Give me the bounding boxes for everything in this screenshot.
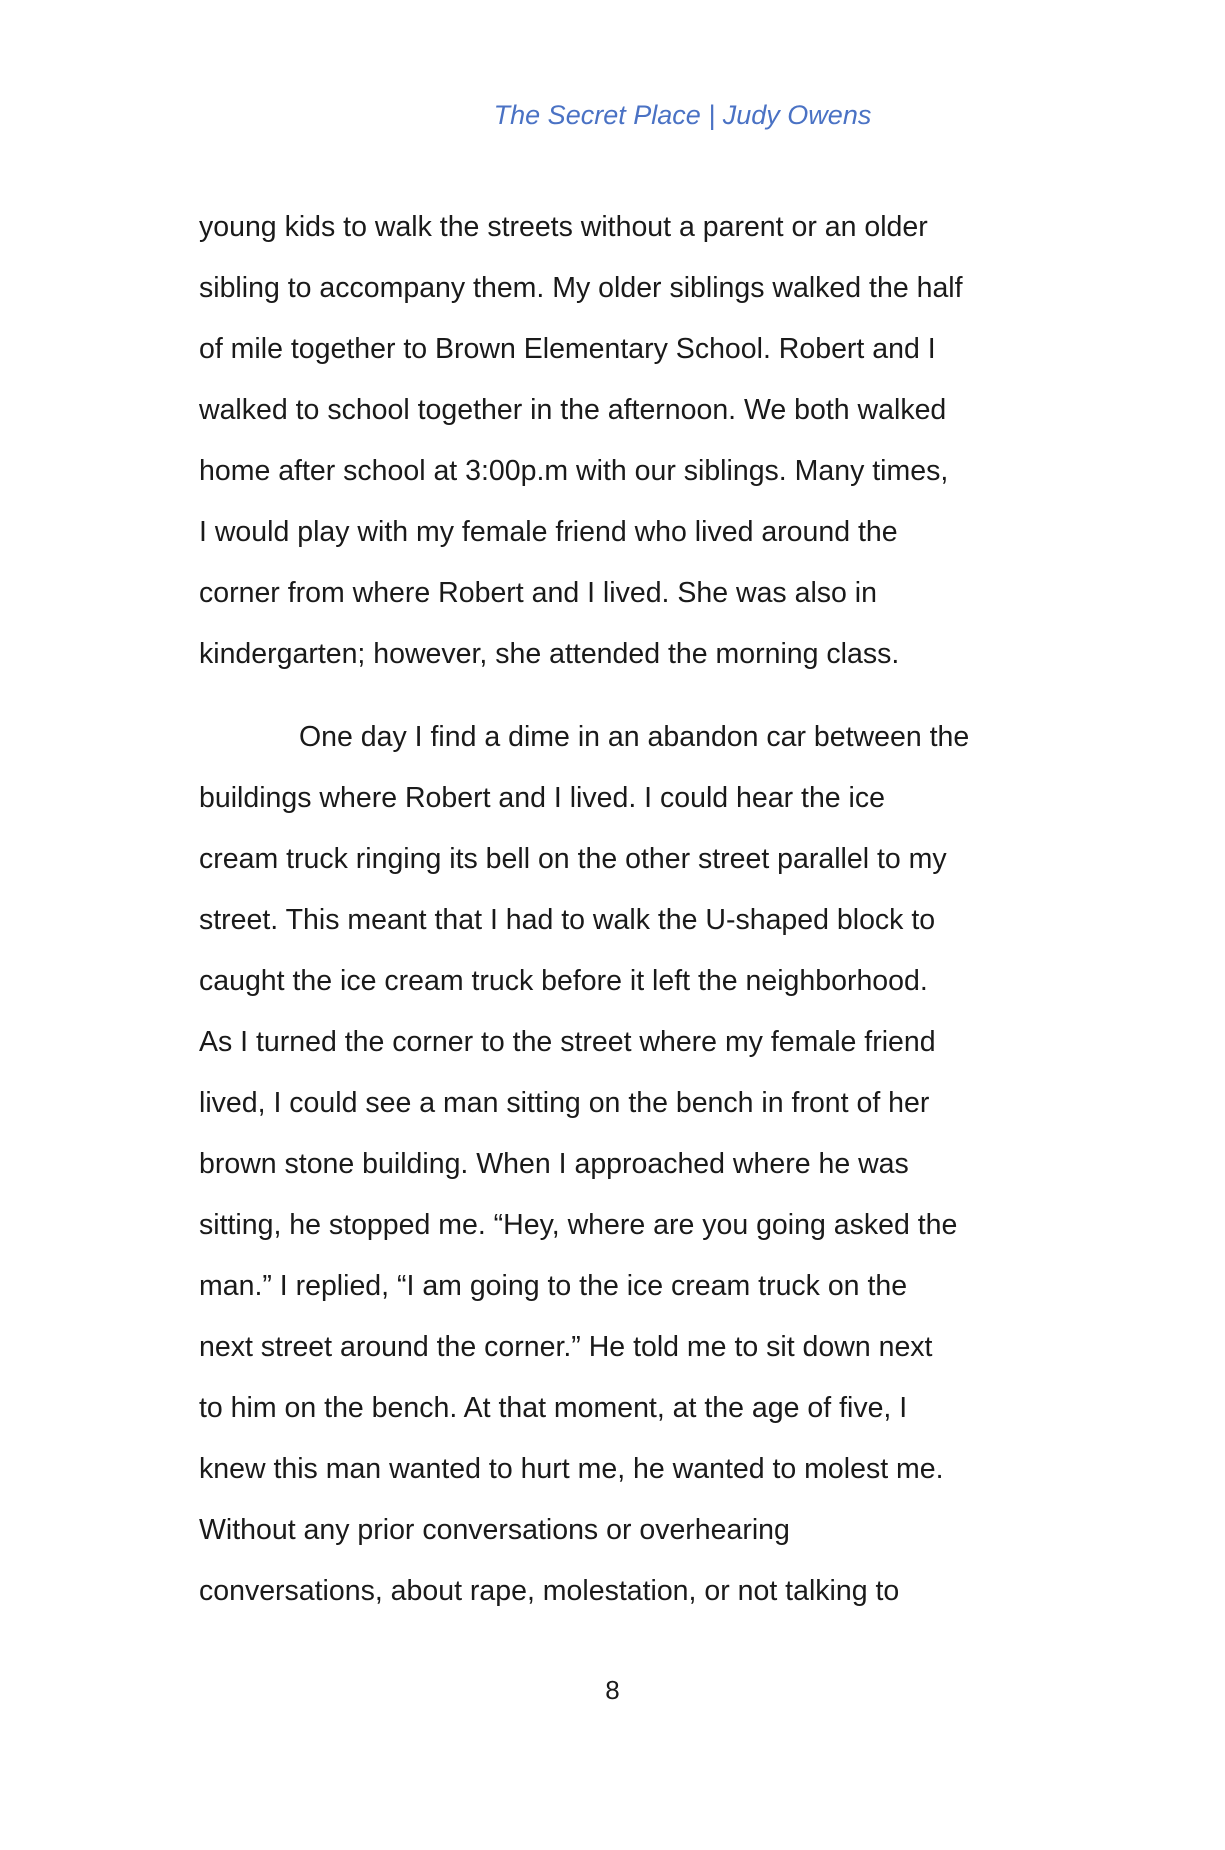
text-line: man.” I replied, “I am going to the ice cream truck on the <box>199 1270 908 1302</box>
text-line: Without any prior conversations or overhearing <box>199 1514 790 1546</box>
text-line: buildings where Robert and I lived. I could hear the ice <box>199 782 885 814</box>
running-header: The Secret Place | Judy Owens <box>493 100 872 130</box>
text-line: conversations, about rape, molestation, or not talking to <box>199 1575 900 1607</box>
text-line: One day I find a dime in an abandon car between the <box>299 721 970 753</box>
text-line: cream truck ringing its bell on the other street parallel to my <box>199 843 947 875</box>
body-text <box>199 197 1059 1622</box>
text-line: brown stone building. When I approached where he was <box>199 1148 909 1180</box>
text-line: sibling to accompany them. My older siblings walked the half <box>199 272 963 304</box>
text-line: of mile together to Brown Elementary School. Robert and I <box>199 333 936 365</box>
text-line: walked to school together in the afternoon. We both walked <box>199 394 947 426</box>
text-line: young kids to walk the streets without a parent or an older <box>199 211 928 243</box>
text-line: kindergarten; however, she attended the morning class. <box>199 638 900 670</box>
text-line: home after school at 3:00p.m with our siblings. Many times, <box>199 455 949 487</box>
text-line: sitting, he stopped me. “Hey, where are you going asked the <box>199 1209 958 1241</box>
text-line: knew this man wanted to hurt me, he wanted to molest me. <box>199 1453 944 1485</box>
page-number: 8 <box>605 1675 620 1705</box>
paragraph-2 <box>199 707 1059 1622</box>
text-line: corner from where Robert and I lived. She was also in <box>199 577 877 609</box>
paragraph-spacing <box>199 685 1059 707</box>
text-line: to him on the bench. At that moment, at the age of five, I <box>199 1392 908 1424</box>
text-line: As I turned the corner to the street where my female friend <box>199 1026 936 1058</box>
paragraph-1 <box>199 197 1059 685</box>
text-line: street. This meant that I had to walk the U-shaped block to <box>199 904 936 936</box>
text-line: next street around the corner.” He told me to sit down next <box>199 1331 933 1363</box>
text-line: lived, I could see a man sitting on the bench in front of her <box>199 1087 930 1119</box>
text-line: caught the ice cream truck before it left the neighborhood. <box>199 965 928 997</box>
text-line: I would play with my female friend who lived around the <box>199 516 898 548</box>
